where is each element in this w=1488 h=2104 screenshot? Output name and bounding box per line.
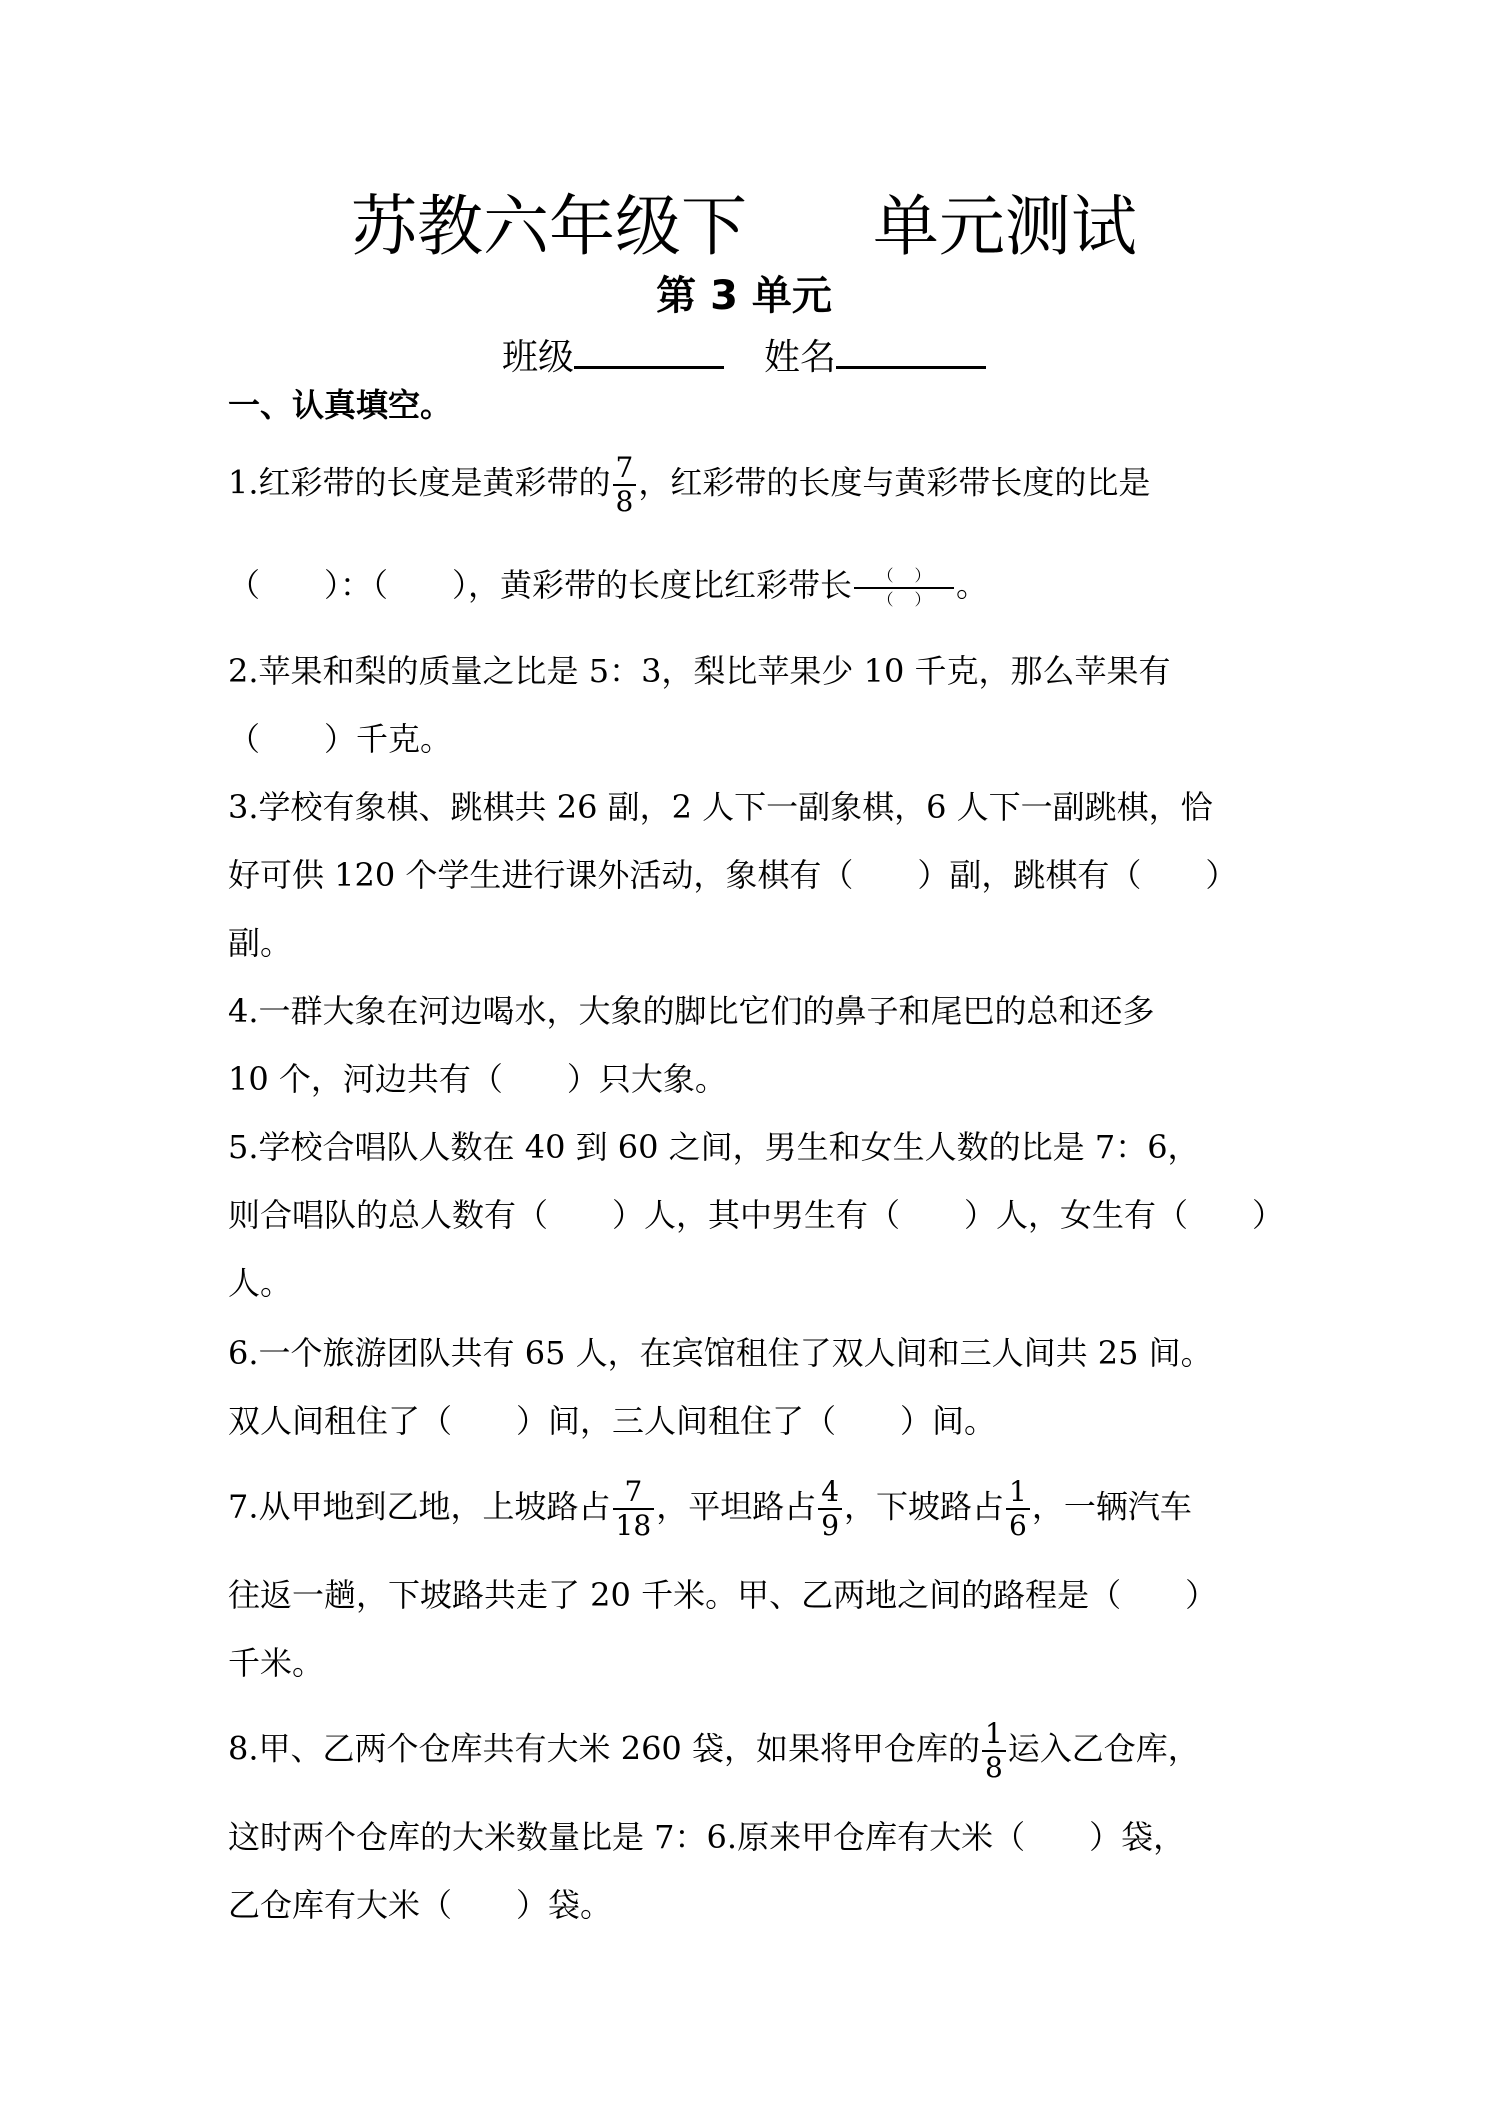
- fraction-numerator: 7: [613, 1478, 655, 1510]
- question-7-line-2: 往返一趟，下坡路共走了 20 千米。甲、乙两地之间的路程是（ ）: [228, 1576, 1218, 1614]
- q7-text-c: ，下坡路占: [844, 1487, 1005, 1526]
- name-blank[interactable]: [836, 326, 986, 369]
- fraction-denominator: 8: [615, 485, 634, 518]
- q1-text-a: 1.红彩带的长度是黄彩带的: [228, 463, 611, 502]
- q1-text-b: ，红彩带的长度与黄彩带长度的比是: [638, 463, 1151, 502]
- fraction-7-18: [613, 1475, 655, 1542]
- q7-text-b: ，平坦路占: [656, 1487, 817, 1526]
- q7-text-d: ，一辆汽车: [1031, 1487, 1192, 1526]
- question-6-line-2: 双人间租住了（ ）间，三人间租住了（ ）间。: [228, 1402, 997, 1440]
- fraction-4-9: [818, 1475, 842, 1542]
- page-title: 苏教六年级下 单元测试: [351, 188, 1137, 265]
- question-7-line-3: 千米。: [228, 1644, 325, 1682]
- fraction-denominator: 9: [821, 1509, 840, 1542]
- question-5-line-1: 5.学校合唱队人数在 40 到 60 之间，男生和女生人数的比是 7：6，: [228, 1128, 1200, 1166]
- question-2-line-2: （ ）千克。: [228, 720, 453, 758]
- fraction-numerator: 7: [613, 454, 637, 486]
- question-3-line-1: 3.学校有象棋、跳棋共 26 副，2 人下一副象棋，6 人下一副跳棋，恰: [228, 788, 1213, 826]
- fraction-1-8: [982, 1717, 1006, 1784]
- q8-text-a: 8.甲、乙两个仓库共有大米 260 袋，如果将甲仓库的: [228, 1729, 980, 1768]
- fraction-denominator: 8: [984, 1751, 1003, 1784]
- fraction-1-6: [1006, 1475, 1030, 1542]
- class-blank[interactable]: [574, 326, 724, 369]
- fraction-denominator: 18: [615, 1509, 652, 1542]
- fraction-blank-denominator[interactable]: （ ）: [877, 589, 931, 609]
- question-7-line-1: [228, 1475, 1268, 1542]
- fraction-denominator: 6: [1009, 1509, 1027, 1542]
- q1-text-c: （ ）：（ ），黄彩带的长度比红彩带长: [228, 566, 853, 604]
- question-4-line-1: 4.一群大象在河边喝水，大象的脚比它们的鼻子和尾巴的总和还多: [228, 992, 1155, 1030]
- class-label: 班级: [501, 337, 574, 378]
- question-8-line-3: 乙仓库有大米（ ）袋。: [228, 1886, 613, 1924]
- question-5-line-3: 人。: [228, 1264, 293, 1302]
- question-1-line-2: [228, 562, 1268, 608]
- q1-text-d: 。: [956, 566, 989, 604]
- fraction-numerator: 1: [1006, 1478, 1030, 1510]
- question-2-line-1: 2.苹果和梨的质量之比是 5：3，梨比苹果少 10 千克，那么苹果有: [228, 652, 1171, 690]
- question-3-line-2: 好可供 120 个学生进行课外活动，象棋有（ ）副，跳棋有（ ）: [228, 856, 1238, 894]
- question-6-line-1: 6.一个旅游团队共有 65 人，在宾馆租住了双人间和三人间共 25 间。: [228, 1334, 1213, 1372]
- q8-text-b: 运入乙仓库，: [1007, 1729, 1200, 1768]
- question-4-line-2: 10 个，河边共有（ ）只大象。: [228, 1060, 727, 1098]
- fraction-blank-numerator[interactable]: （ ）: [854, 568, 954, 589]
- fraction-numerator: 4: [818, 1478, 842, 1510]
- question-8-line-2: 这时两个仓库的大米数量比是 7：6.原来甲仓库有大米（ ）袋，: [228, 1818, 1186, 1856]
- student-info: [0, 326, 1488, 383]
- name-label: 姓名: [764, 337, 837, 378]
- question-3-line-3: 副。: [228, 924, 293, 962]
- question-5-line-2: 则合唱队的总人数有（ ）人，其中男生有（ ）人，女生有（ ）: [228, 1196, 1285, 1234]
- question-8-line-1: [228, 1717, 1268, 1784]
- fraction-blank[interactable]: [854, 565, 954, 609]
- q7-text-a: 7.从甲地到乙地，上坡路占: [228, 1487, 611, 1526]
- section-heading: 一、认真填空。: [228, 386, 453, 424]
- unit-subtitle: 第 3 单元: [656, 273, 832, 319]
- question-1-line-1: [228, 451, 1268, 518]
- fraction-numerator: 1: [982, 1720, 1006, 1752]
- fraction-7-8: [613, 451, 637, 518]
